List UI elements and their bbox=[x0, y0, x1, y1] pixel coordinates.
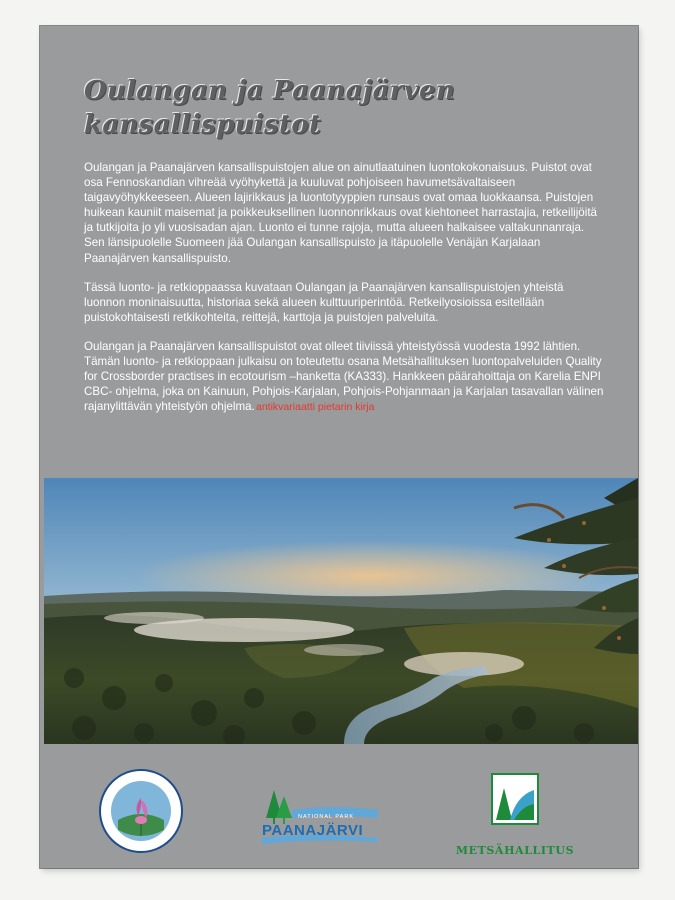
landscape-photo bbox=[44, 478, 638, 744]
paanajarvi-name: PAANAJÄRVI bbox=[262, 822, 364, 839]
blurb-paragraph-3: Oulangan ja Paanajärven kansallispuistot ovat olleet tiiviissä yhteistyössä vuodesta 1992 lähtien. Tämän luonto- ja retkioppaan julkaisu on toteutettu osana Metsähallituksen luontopalveluiden Quality for Crossborder practises in ecotourism –hanketta (KA333). Hankkeen päärahoittaja on Karelia ENPI CBC- ohjelma, joka on Kainuun, Pohjois-Karjalan, Pohjois-Pohjanmaan ja Karjalan tasavallan välinen rajanylittävän yhteistyön ohjelma. bbox=[84, 339, 604, 414]
blurb-text bbox=[84, 160, 604, 428]
paanajarvi-logo bbox=[252, 770, 382, 850]
cover-title-line-2: kansallispuistot bbox=[84, 110, 322, 140]
metsahallitus-logo bbox=[450, 768, 580, 858]
seller-sticker: antikvariaatti pietarin kirja bbox=[256, 401, 375, 413]
logo-bar bbox=[40, 746, 638, 868]
paanajarvi-subtitle: NATIONAL PARK bbox=[298, 814, 354, 820]
book-back-cover bbox=[40, 26, 638, 868]
blurb-paragraph-2: Tässä luonto- ja retkioppaassa kuvataan Oulangan ja Paanajärven kansallispuistojen yhteistä luonnon moninaisuutta, historiaa sekä alueen kulttuuriperintöä. Retkeilyosioissa esitellään puistokohtaisesti retkikohteita, reittejä, karttoja ja puistojen palveluita. bbox=[84, 280, 564, 324]
metsahallitus-name: METSÄHALLITUS bbox=[455, 844, 575, 857]
oulanka-logo bbox=[98, 768, 184, 854]
cover-title-line-1: Oulangan ja Paanajärven bbox=[84, 76, 456, 106]
cover-title bbox=[84, 74, 455, 142]
blurb-paragraph-1: Oulangan ja Paanajärven kansallispuistojen alue on ainutlaatuinen luontokokonaisuus. Puistot ovat osa Fennoskandian vihreää vyöhykettä ja kuuluvat pohjoiseen havumetsävaltaiseen taigavyöhykkeeseen. Alueen lajirikkaus ja luontotyyppien runsaus ovat omaa luokkaansa. Puistojen huikean kauniit maisemat ja poikkeuksellinen luonnonrikkaus ovat kiehtoneet harrastajia, retkeilijöitä ja tutkijoita jo yli vuosisadan ajan. Luonto ei tunne rajoja, mutta alueen halkaisee valtakunnanraja. Sen länsipuolelle Suomeen jää Oulangan kansallispuisto ja itäpuolelle Venäjän Karjalaan Paanajärven kansallispuisto. bbox=[84, 161, 597, 265]
